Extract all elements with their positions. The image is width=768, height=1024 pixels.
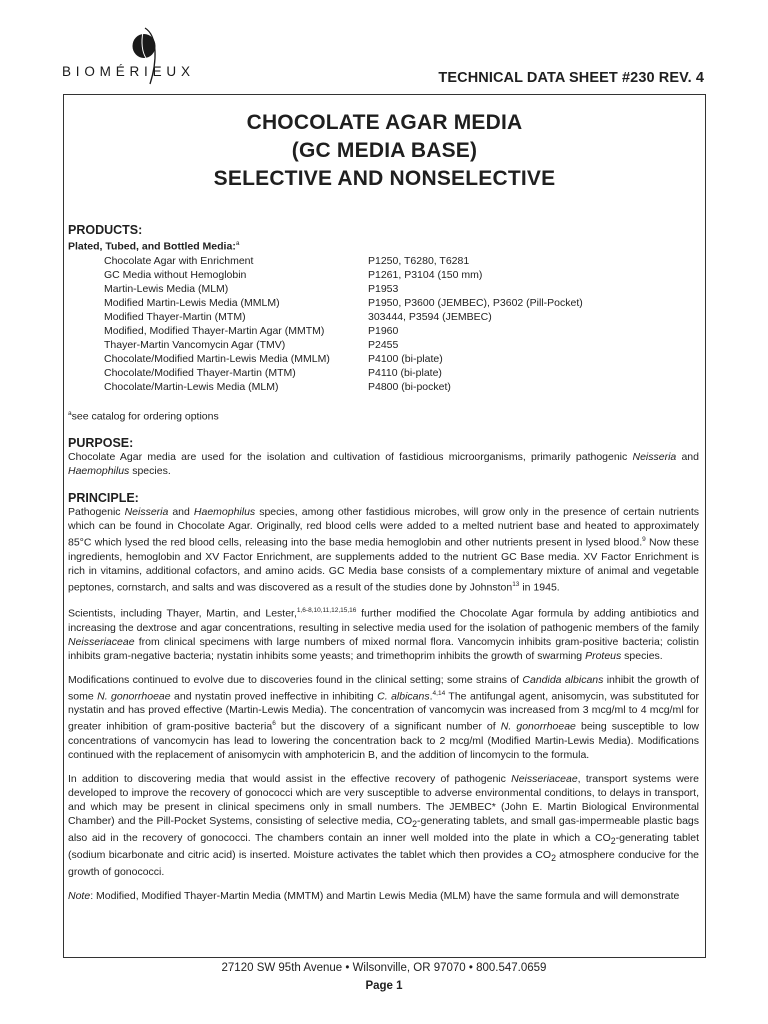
title-line-2: (GC MEDIA BASE) bbox=[291, 139, 478, 162]
product-code: P1950, P3600 (JEMBEC), P3602 (Pill-Pocket) bbox=[368, 296, 583, 309]
product-name: GC Media without Hemoglobin bbox=[104, 268, 247, 281]
product-name: Martin-Lewis Media (MLM) bbox=[104, 282, 229, 295]
document-body bbox=[68, 223, 699, 903]
principle-note: Note: Modified, Modified Thayer-Martin Media (MMTM) and Martin Lewis Media (MLM) have the same formula and will demonstrate bbox=[68, 889, 680, 902]
footer-address: 27120 SW 95th Avenue • Wilsonville, OR 97070 • 800.547.0659 bbox=[221, 962, 547, 974]
product-row bbox=[104, 338, 583, 352]
product-name: Modified, Modified Thayer-Martin Agar (MMTM) bbox=[104, 324, 325, 337]
product-code: P1960 bbox=[368, 324, 399, 337]
title-line-1: CHOCOLATE AGAR MEDIA bbox=[246, 111, 523, 134]
purpose-section bbox=[68, 436, 699, 478]
product-name: Thayer-Martin Vancomycin Agar (TMV) bbox=[104, 338, 286, 351]
product-row bbox=[104, 324, 583, 338]
content-frame bbox=[63, 94, 706, 958]
product-code: P1261, P3104 (150 mm) bbox=[368, 268, 483, 281]
product-code: P2455 bbox=[368, 338, 399, 351]
product-row bbox=[104, 310, 583, 324]
products-heading: PRODUCTS: bbox=[68, 223, 143, 237]
page-number: Page 1 bbox=[365, 980, 403, 992]
product-row bbox=[104, 296, 583, 310]
biomerieux-logo bbox=[62, 22, 242, 94]
principle-heading: PRINCIPLE: bbox=[68, 491, 139, 505]
product-row bbox=[104, 366, 583, 380]
principle-paragraph-3: Modifications continued to evolve due to discoveries found in the clinical setting; some strains of Candida albicans inhibit the growth of some N. gonorrhoeae and nystatin proved ineffective in inhibiting C. albicans.$^{4,14}$ The antifungal agent, anisomycin, was substituted for nystatin and has proved effective (Martin-Lewis Media). The concentration of vancomycin was increased from 3 mcg/ml to 4 mcg/ml for greater inhibition of gram-positive bacteria$^6$ but the discovery of a significant number of N. gonorrhoeae being susceptible to low concentrations of vancomycin has lead to lowering the concentration back to 2 mcg/ml (Modified Martin-Lewis Media). Modifications continued with the replacement of anisomycin with amphotericin B, and the addition of lincomycin to the formula. bbox=[68, 673, 699, 761]
purpose-heading: PURPOSE: bbox=[68, 436, 134, 450]
product-code: P1250, T6280, T6281 bbox=[368, 254, 470, 267]
product-code: P4800 (bi-pocket) bbox=[368, 380, 451, 393]
purpose-text: Chocolate Agar media are used for the isolation and cultivation of fastidious microorganisms, primarily pathogenic Neisseria and Haemophilus species. bbox=[68, 451, 699, 477]
product-row bbox=[104, 282, 583, 296]
logo-text: BIOMÉRIEUX bbox=[62, 64, 195, 79]
product-row bbox=[104, 380, 583, 394]
products-table bbox=[104, 254, 583, 394]
product-row bbox=[104, 352, 583, 366]
product-code: P1953 bbox=[368, 282, 399, 295]
product-name: Chocolate Agar with Enrichment bbox=[104, 254, 254, 267]
document-title bbox=[64, 109, 705, 193]
products-section bbox=[68, 223, 699, 423]
products-footnote: $^a$see catalog for ordering options bbox=[68, 409, 219, 422]
principle-paragraph-1: Pathogenic Neisseria and Haemophilus species, among other fastidious microbes, will grow only in the presence of certain nutrients which can be found in Chocolate Agar. Originally, red blood cells were added to a melted nutrient base and heated to approximately 85°C which lysed the red blood cells, releasing into the base media hemoglobin and other nutrients present in lysed blood.$^9$ Now these ingredients, hemoglobin and XV Factor Enrichment, are supplements added to the nutrient GC Base media. XV Factor Enrichment is rich in vitamins, additional cofactors, and amino acids. GC Media base consists of a complementary mixture of animal and vegetable peptones, cornstarch, and salts and was discovered as a result of the studies done by Johnston$^{13}$ in 1945. bbox=[68, 506, 699, 593]
product-name: Modified Thayer-Martin (MTM) bbox=[104, 310, 246, 323]
product-name: Chocolate/Martin-Lewis Media (MLM) bbox=[104, 380, 279, 393]
title-line-3: SELECTIVE AND NONSELECTIVE bbox=[213, 167, 556, 190]
principle-section bbox=[68, 491, 699, 903]
principle-paragraph-2: Scientists, including Thayer, Martin, and Lester,$^{1,6-8,10,11,12,15,16}$ further modified the Chocolate Agar formula by adding antibiotics and increasing the dextrose and agar concentrations, resulting in selective media used for the isolation of pathogenic members of the family Neisseriaceae from clinical specimens with large numbers of mixed normal flora. Vancomycin inhibits gram-positive bacteria; colistin inhibits gram-negative bacteria; nystatin inhibits some yeasts; and trimethoprim inhibits the growth of swarming Proteus species. bbox=[68, 607, 700, 662]
product-name: Chocolate/Modified Thayer-Martin (MTM) bbox=[104, 366, 296, 379]
product-code: 303444, P3594 (JEMBEC) bbox=[368, 310, 492, 323]
products-subheading: Plated, Tubed, and Bottled Media:$^a$ bbox=[68, 240, 240, 253]
product-row bbox=[104, 268, 583, 282]
product-row bbox=[104, 254, 583, 268]
principle-paragraph-4: In addition to discovering media that would assist in the effective recovery of pathogenic Neisseriaceae, transport systems were developed to improve the recovery of gonococci which are very susceptible to adverse environmental conditions, to delays in transport, and which may be present in clinical specimens only in small numbers. The JEMBEC* (John E. Martin Biological Environmental Chamber) and the Pill-Pocket Systems, consisting of selective media, $CO_2$-generating tablets, and small gas-impermeable plastic bags also aid in the recovery of gonococci. The chambers contain an inner well molded into the plate in which a $CO_2$-generating tablet (sodium bicarbonate and citric acid) is inserted. Moisture activates the tablet which then provides a $CO_2$ atmosphere conducive for the growth of gonococci. bbox=[68, 772, 700, 878]
technical-data-sheet-id: TECHNICAL DATA SHEET #230 REV. 4 bbox=[438, 70, 704, 86]
product-name: Modified Martin-Lewis Media (MMLM) bbox=[104, 296, 280, 309]
product-name: Chocolate/Modified Martin-Lewis Media (MMLM) bbox=[104, 352, 330, 365]
product-code: P4110 (bi-plate) bbox=[368, 366, 442, 379]
product-code: P4100 (bi-plate) bbox=[368, 352, 443, 365]
